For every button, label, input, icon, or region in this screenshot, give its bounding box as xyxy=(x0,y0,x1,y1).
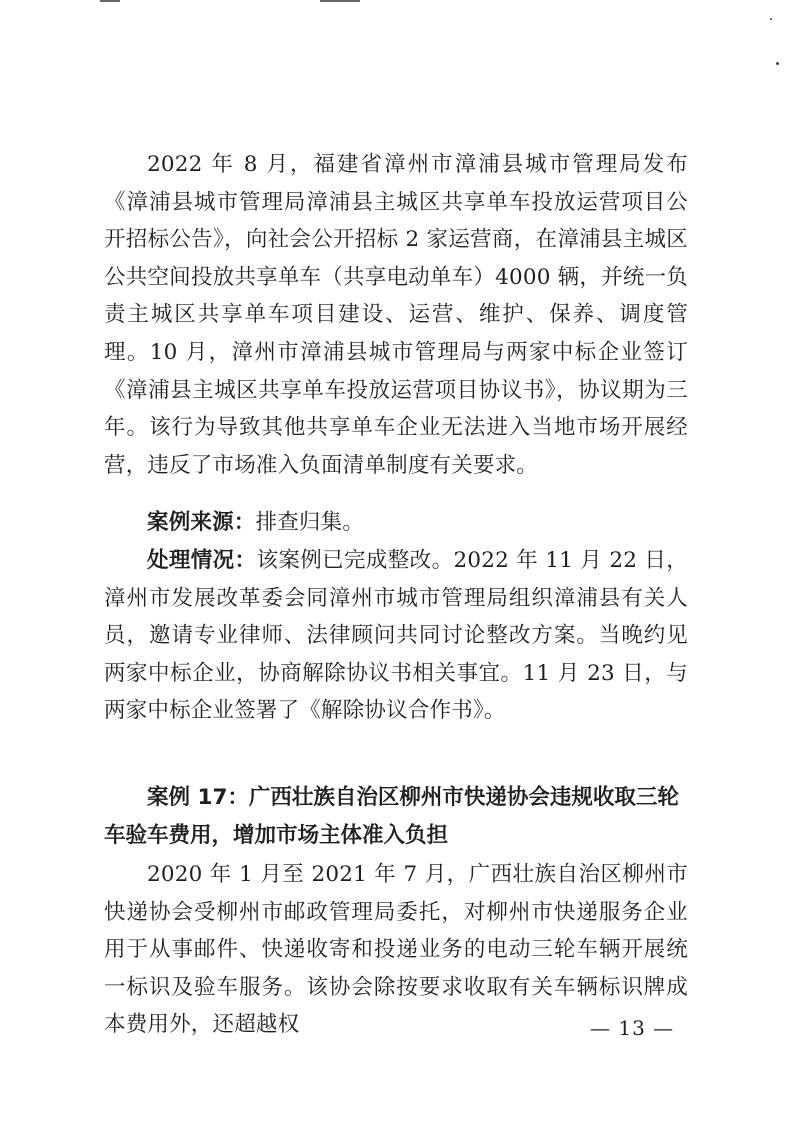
case17-body: 2020 年 1 月至 2021 年 7 月，广西壮族自治区柳州市快递协会受柳州市邮政管理局委托，对柳州市快递服务企业用于从事邮件、快递收寄和投递业务的电动三轮车辆开展统一标识及验车服务。该协会除按要求收取有关车辆标识牌成本费用外，还超越权 xyxy=(104,862,688,1038)
case17-heading: 案例 17：广西壮族自治区柳州市快递协会违规收取三轮车验车费用，增加市场主体准入负担 xyxy=(104,785,679,848)
case-source-line xyxy=(104,504,688,542)
scan-speck xyxy=(776,62,779,65)
handling-text: 该案例已完成整改。2022 年 11 月 22 日，漳州市发展改革委会同漳州市城市管理局组织漳浦县有关人员，邀请专业律师、法律顾问共同讨论整改方案。当晚约见两家中标企业，协商解除协议书相关事宜。11 月 23 日，与两家中标企业签署了《解除协议合作书》。 xyxy=(104,548,688,724)
scan-speck xyxy=(770,18,772,20)
scan-artifact xyxy=(320,0,360,2)
paragraph-case16-body: 2022 年 8 月，福建省漳州市漳浦县城市管理局发布《漳浦县城市管理局漳浦县主城区共享单车投放运营项目公开招标公告》，向社会公开招标 2 家运营商，在漳浦县主城区公共空间投放共享单车（共享电动单车）4000 辆，并统一负责主城区共享单车项目建设、运营、维护、保养、调度管理。10 月，漳州市漳浦县城市管理局与两家中标企业签订《漳浦县主城区共享单车投放运营项目协议书》，协议期为三年。该行为导致其他共享单车企业无法进入当地市场开展经营，违反了市场准入负面清单制度有关要求。 xyxy=(104,152,688,478)
handling-label: 处理情况： xyxy=(147,548,257,573)
page-number: — 13 — xyxy=(590,1016,675,1040)
handling-paragraph xyxy=(104,542,688,730)
case-source-label: 案例来源： xyxy=(147,510,256,535)
case-source-text: 排查归集。 xyxy=(255,510,365,535)
scan-artifact xyxy=(100,0,120,2)
